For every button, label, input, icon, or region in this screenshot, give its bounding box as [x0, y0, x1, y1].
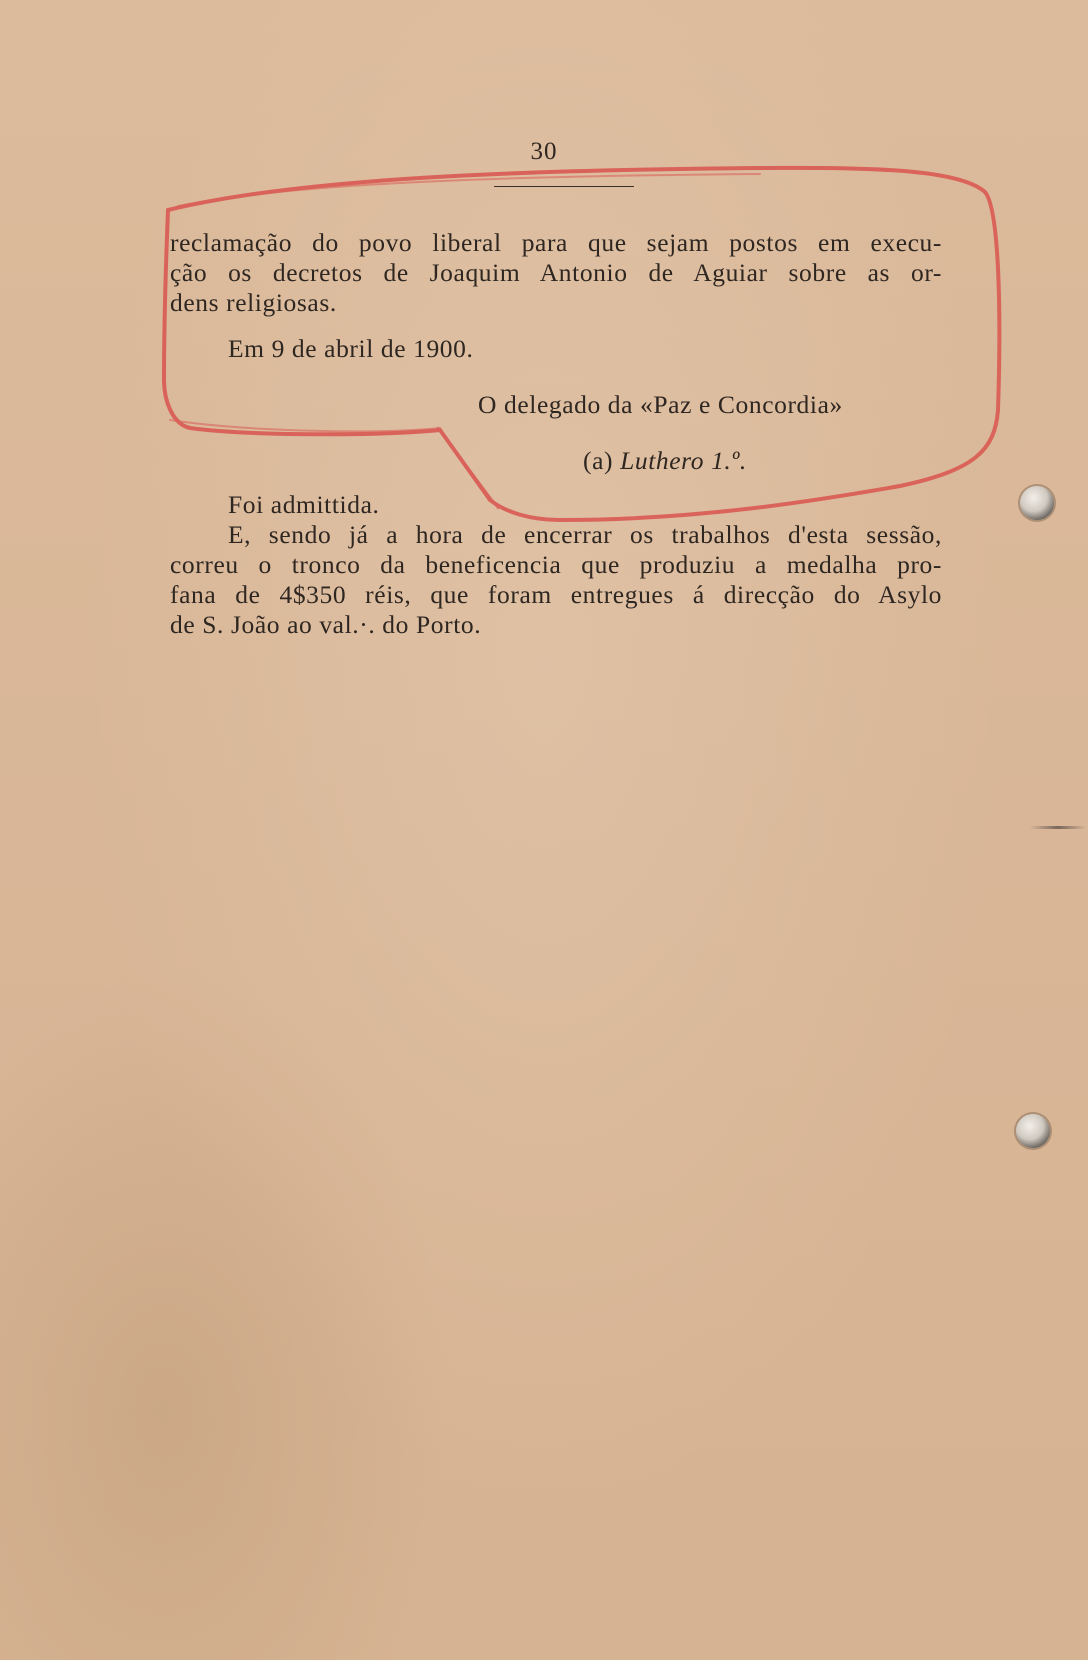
punch-hole: [1016, 1114, 1050, 1148]
signature-name: Luthero 1.º.: [620, 446, 747, 475]
punch-hole: [1020, 486, 1054, 520]
signature-prefix: (a): [583, 446, 614, 475]
letter-line: dens religiosas.: [170, 288, 337, 317]
signature: [583, 446, 747, 476]
minutes-line: correu o tronco da beneficencia que produziu a medalha pro-: [170, 550, 942, 579]
paper-crease: [1030, 826, 1086, 829]
letter-line: ção os decretos de Joaquim Antonio de Aguiar sobre as or-: [170, 258, 942, 287]
header-rule: [494, 186, 634, 187]
admitted-note: Foi admittida.: [228, 490, 380, 519]
signer-title: O delegado da «Paz e Concordia»: [478, 390, 843, 419]
minutes-line: E, sendo já a hora de encerrar os trabalhos d'esta sessão,: [228, 520, 942, 549]
minutes-line: de S. João ao val.·. do Porto.: [170, 610, 482, 639]
letter-date: Em 9 de abril de 1900.: [228, 334, 474, 363]
minutes-line: fana de 4$350 réis, que foram entregues á direcção do Asylo: [170, 580, 942, 609]
letter-line: reclamação do povo liberal para que sejam postos em execu-: [170, 228, 942, 257]
page-number: 30: [530, 138, 558, 165]
